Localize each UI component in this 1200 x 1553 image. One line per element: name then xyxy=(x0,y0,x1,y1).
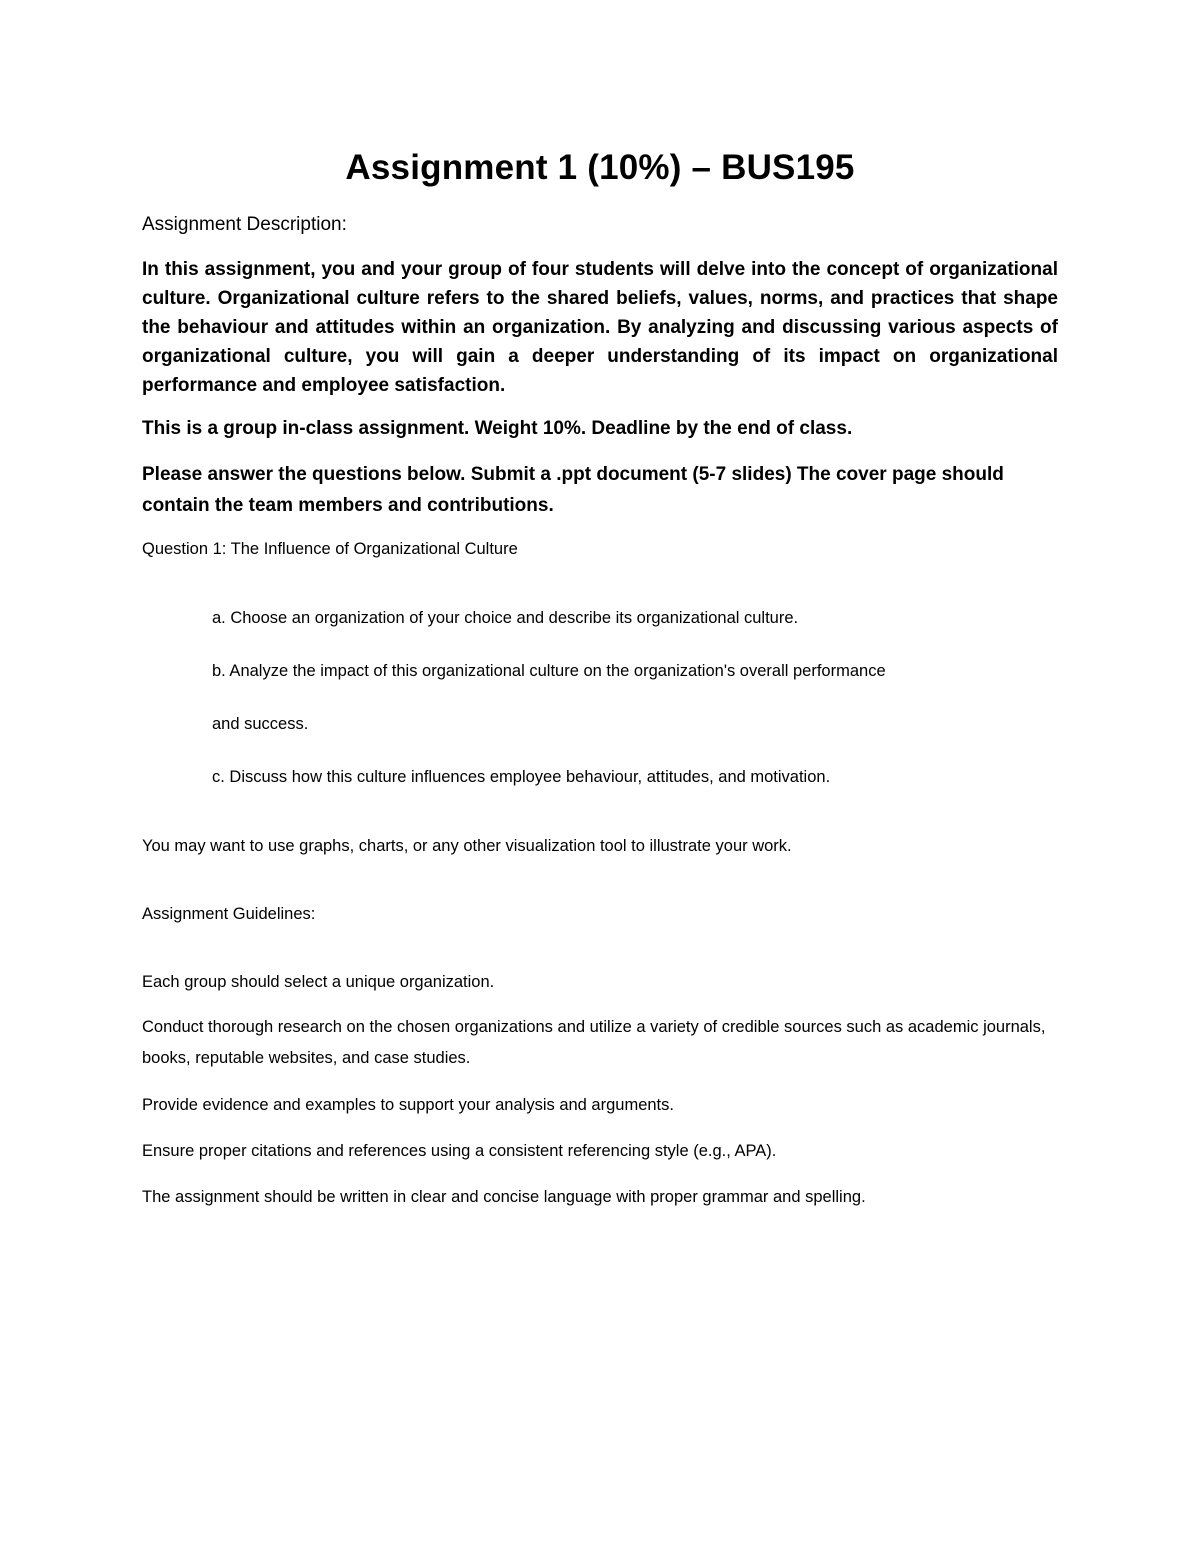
guideline-item: Ensure proper citations and references using a consistent referencing style (e.g., APA). xyxy=(142,1142,777,1160)
question-item-a: a. Choose an organization of your choice and describe its organizational culture. xyxy=(212,609,799,627)
guidelines-heading: Assignment Guidelines: xyxy=(142,905,316,923)
guideline-item: Provide evidence and examples to support your analysis and arguments. xyxy=(142,1096,674,1114)
description-heading: Assignment Description: xyxy=(142,214,347,235)
intro-paragraph: In this assignment, you and your group of four students will delve into the concept of organizational culture. Organizational culture refers to the shared beliefs, values, norms, and practices that shape the behaviour and attitudes within an organization. By analyzing and discussing various aspects of organizational culture, you will gain a deeper understanding of its impact on organizational performance and employee satisfaction. xyxy=(142,259,1058,396)
question-item-b-line1: b. Analyze the impact of this organizational culture on the organization's overall performance xyxy=(212,662,886,680)
group-note: This is a group in-class assignment. Weight 10%. Deadline by the end of class. xyxy=(142,418,853,439)
guideline-item: The assignment should be written in clear and concise language with proper grammar and spelling. xyxy=(142,1188,866,1206)
document-title: Assignment 1 (10%) – BUS195 xyxy=(345,148,855,187)
question-item-b-line2: and success. xyxy=(212,715,309,733)
guideline-item: Conduct thorough research on the chosen organizations and utilize a variety of credible sources such as academic journals, books, reputable websites, and case studies. xyxy=(142,1018,1046,1067)
submission-note: Please answer the questions below. Submit a .ppt document (5-7 slides) The cover page should contain the team members and contributions. xyxy=(142,464,1004,516)
question-heading: Question 1: The Influence of Organizational Culture xyxy=(142,540,518,558)
visualization-note: You may want to use graphs, charts, or any other visualization tool to illustrate your work. xyxy=(142,837,792,855)
guideline-item: Each group should select a unique organization. xyxy=(142,973,495,991)
question-item-c: c. Discuss how this culture influences employee behaviour, attitudes, and motivation. xyxy=(212,768,831,786)
